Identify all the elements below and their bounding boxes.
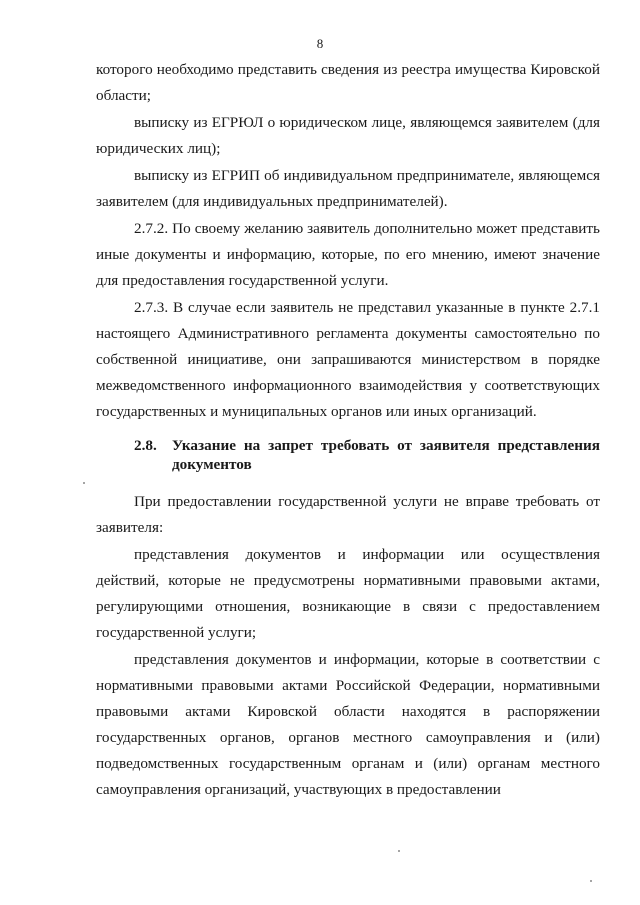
scan-speck	[398, 850, 400, 852]
section-number: 2.8.	[134, 437, 157, 454]
section-title: Указание на запрет требовать от заявителя представления документов	[172, 437, 600, 473]
paragraph-2-7-2: 2.7.2. По своему желанию заявитель дополнительно может представить иные документы и информацию, которые, по его мнению, имеют значение для предоставления государственной услуги.	[96, 220, 600, 289]
paragraph-2-7-3: 2.7.3. В случае если заявитель не представил указанные в пункте 2.7.1 настоящего Административного регламента документы самостоятельно по собственной инициативе, они запрашиваются министерством в порядке межведомственного информационного взаимодействия у соответствующих государственных и муниципальных органов или иных организаций.	[96, 299, 600, 420]
top-text-block	[96, 57, 600, 425]
paragraph-item-2: представления документов и информации, которые в соответствии с нормативными правовыми актами Российской Федерации, нормативными правовыми актами Кировской области находятся в распоряжении государственных органов, органов местного самоуправления и (или) подведомственных государственным органам и (или) органам местного самоуправления организаций, участвующих в предоставлении	[96, 651, 600, 798]
paragraph-egrip: выписку из ЕГРИП об индивидуальном предпринимателе, являющемся заявителем (для индивидуальных предпринимателей).	[96, 167, 600, 210]
scan-speck	[590, 880, 592, 882]
scan-speck	[83, 482, 85, 484]
paragraph-item-1: представления документов и информации или осуществления действий, которые не предусмотрены нормативными правовыми актами, регулирующими отношения, возникающие в связи с предоставлением государственной услуги;	[96, 546, 600, 641]
paragraph-continuation: которого необходимо представить сведения из реестра имущества Кировской области;	[96, 61, 600, 104]
paragraph-egrul: выписку из ЕГРЮЛ о юридическом лице, являющемся заявителем (для юридических лиц);	[96, 114, 600, 157]
bottom-text-block	[96, 489, 600, 803]
section-heading	[96, 436, 600, 474]
paragraph-intro: При предоставлении государственной услуги не вправе требовать от заявителя:	[96, 493, 600, 536]
page-number: 8	[316, 36, 324, 51]
